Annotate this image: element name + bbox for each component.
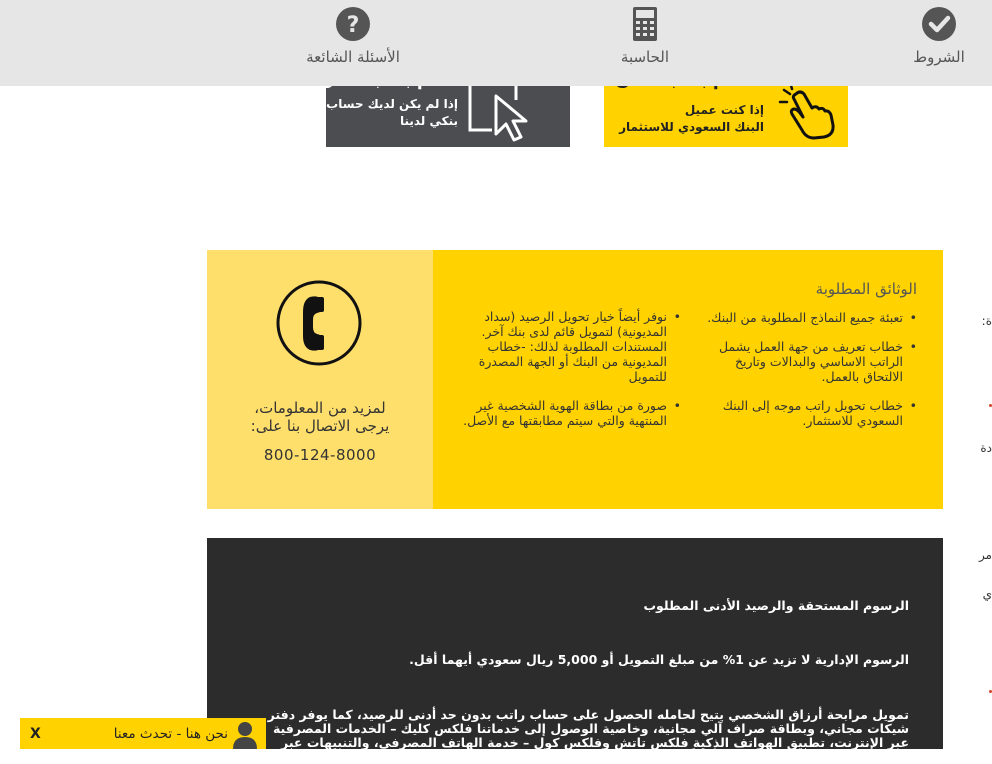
banner-dark-line2: بنكي لدينا bbox=[399, 114, 458, 128]
edge-text-3: مر bbox=[978, 548, 992, 562]
more-info-line1: لمزيد من المعلومات، bbox=[254, 399, 386, 417]
top-nav bbox=[0, 0, 992, 86]
banner-dark-text bbox=[326, 96, 458, 130]
chat-label[interactable]: نحن هنا - تحدث معنا bbox=[113, 726, 228, 742]
banner-yellow-line1: إذا كنت عميل bbox=[684, 103, 764, 117]
phone-number[interactable]: 800-124-8000 bbox=[263, 446, 377, 464]
contact-panel bbox=[207, 250, 433, 509]
list-item: • نوفر أيضاً خيار تحويل الرصيد (سداد المديونية) لتمويل قائم لدى بنك آخر. المستندات المطلوبة لذلك: -خطاب المديونية من البنك أو الجهة المصدرة للتمويل bbox=[453, 309, 681, 384]
more-info-text bbox=[207, 399, 433, 435]
nav-faq-label: الأسئلة الشائعة bbox=[306, 48, 400, 66]
calculator-icon bbox=[632, 6, 658, 42]
fees-section bbox=[207, 538, 943, 764]
nav-terms[interactable] bbox=[895, 0, 983, 86]
user-avatar-icon bbox=[232, 721, 258, 749]
edge-text-4: ي bbox=[982, 587, 992, 601]
documents-panel bbox=[433, 250, 943, 509]
phone-icon bbox=[276, 280, 362, 366]
more-info-line2: يرجى الاتصال بنا على: bbox=[250, 417, 390, 435]
chat-close-button[interactable]: X bbox=[30, 726, 41, 742]
list-item: • خطاب تحويل راتب موجه إلى البنك السعودي للاستثمار. bbox=[701, 398, 917, 428]
nav-calculator[interactable] bbox=[595, 0, 695, 86]
chat-bar[interactable] bbox=[20, 718, 266, 749]
docs-title: الوثائق المطلوبة bbox=[815, 280, 917, 298]
list-item: • خطاب تعريف من جهة العمل يشمل الراتب الاساسي والبدالات وتاريخ الالتحاق بالعمل. bbox=[701, 339, 917, 384]
list-item: • تعبئة جميع النماذج المطلوبة من البنك. bbox=[701, 310, 917, 325]
nav-terms-label: الشروط bbox=[913, 48, 965, 66]
cursor-click-icon bbox=[466, 80, 560, 144]
edge-text-1: ة: bbox=[981, 314, 992, 328]
banner-yellow-text bbox=[619, 102, 764, 136]
checkmark-circle-icon bbox=[921, 6, 957, 42]
nav-faq[interactable] bbox=[293, 0, 413, 86]
docs-list-1 bbox=[701, 310, 917, 442]
banner-dark-line1: إذا لم يكن لديك حساب bbox=[326, 97, 458, 111]
info-section bbox=[207, 250, 943, 509]
nav-calculator-label: الحاسبة bbox=[620, 48, 670, 66]
edge-text-2: دة bbox=[980, 441, 992, 455]
banner-yellow-line2: البنك السعودي للاستثمار bbox=[619, 120, 764, 134]
hand-tap-icon bbox=[776, 80, 836, 140]
svg-text:?: ? bbox=[346, 13, 360, 38]
docs-list-2 bbox=[453, 309, 681, 442]
list-item: • صورة من بطاقة الهوية الشخصية غير المنتهية والتي سيتم مطابقتها مع الأصل. bbox=[453, 398, 681, 428]
admin-fee-text: الرسوم الإدارية لا تزيد عن 1% من مبلغ التمويل أو 5,000 ريال سعودي أيهما أقل. bbox=[409, 652, 909, 667]
question-circle-icon bbox=[335, 6, 371, 42]
financing-text: تمويل مرابحة أرزاق الشخصي يتيح لحامله الحصول على حساب راتب بدون حد أدنى للرصيد، كما يوفر دفتر شيكات مجاني، وبطاقة صراف آلي مجانية، وخاصية الوصول إلى خدماتنا فلكس كليك – الخدمات المصرفية عبر الإنترنت، تطبيق الهواتف الذكية فلكس تاتش وفلكس كول – خدمة الهاتف المصرفي، والتنبيهات عبر الرسائل القصيرة بشكل مجاني أيضاً. bbox=[267, 707, 909, 764]
fees-title: الرسوم المستحقة والرصيد الأدنى المطلوب bbox=[643, 598, 909, 613]
